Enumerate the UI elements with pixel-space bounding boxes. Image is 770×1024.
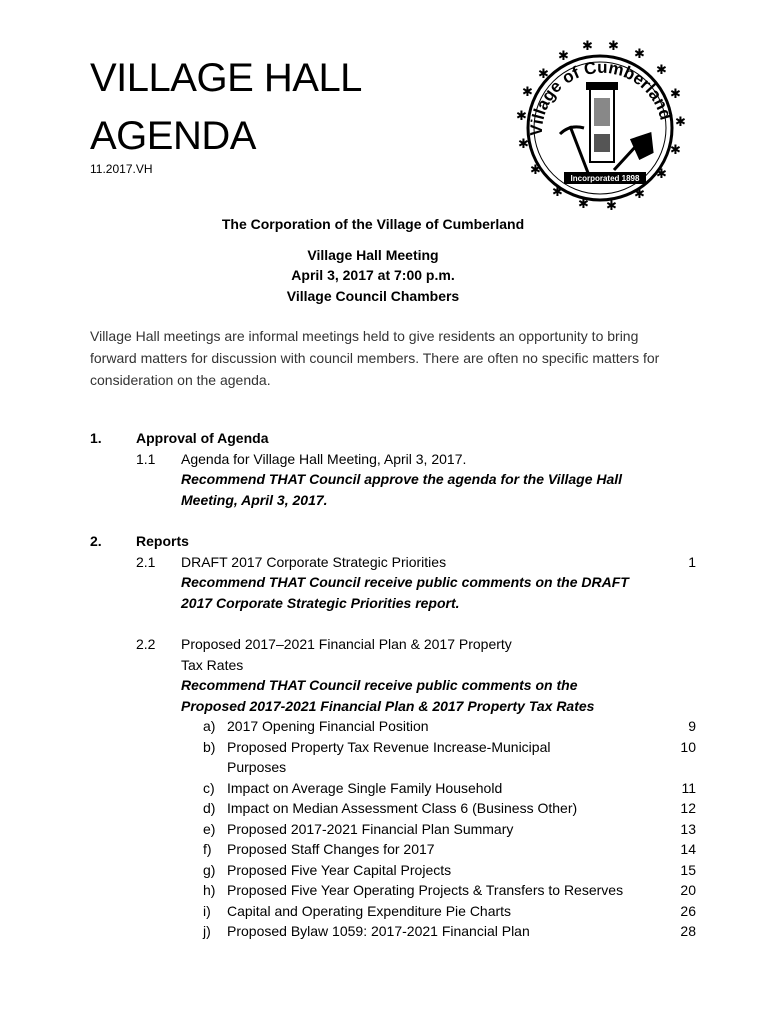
section-number: 2. xyxy=(90,533,102,549)
subitem-letter: f) xyxy=(203,841,212,857)
recommendation: Recommend THAT Council receive public comments on the xyxy=(181,677,578,693)
svg-text:✱: ✱ xyxy=(634,46,645,61)
section-title: Reports xyxy=(136,533,189,549)
subitem-letter: g) xyxy=(203,862,216,878)
item-number: 2.1 xyxy=(136,554,156,570)
recommendation: Recommend THAT Council approve the agenda for the Village Hall xyxy=(181,471,623,487)
recommendation: 2017 Corporate Strategic Priorities report. xyxy=(181,595,460,611)
svg-text:✱: ✱ xyxy=(656,62,667,77)
svg-text:✱: ✱ xyxy=(582,38,593,53)
meeting-datetime: April 3, 2017 at 7:00 p.m. xyxy=(291,267,455,283)
section-title: Approval of Agenda xyxy=(136,430,269,446)
svg-text:✱: ✱ xyxy=(530,162,541,177)
svg-text:✱: ✱ xyxy=(516,108,527,123)
svg-text:✱: ✱ xyxy=(634,186,645,201)
subitem-letter: h) xyxy=(203,882,216,898)
page-number: 14 xyxy=(680,841,696,857)
svg-text:✱: ✱ xyxy=(518,136,529,151)
subitem-text: Purposes xyxy=(227,759,287,775)
item-number: 2.2 xyxy=(136,636,156,652)
pickaxe-icon xyxy=(560,126,590,178)
page-number: 11 xyxy=(681,780,696,796)
svg-text:✱: ✱ xyxy=(538,66,549,81)
page-number: 12 xyxy=(680,800,696,816)
svg-text:✱: ✱ xyxy=(558,48,569,63)
subitem-text: Proposed Property Tax Revenue Increase-Municipal xyxy=(227,739,551,755)
intro-paragraph: Village Hall meetings are informal meetings held to give residents an opportunity to bring forward matters for discussion with council members. There are often no specific matters for consideration on the agenda. xyxy=(90,328,660,388)
item-title: Tax Rates xyxy=(181,657,244,673)
svg-text:✱: ✱ xyxy=(522,84,533,99)
item-title: Agenda for Village Hall Meeting, April 3, 2017. xyxy=(181,451,467,467)
subitem-text: Impact on Median Assessment Class 6 (Business Other) xyxy=(227,800,578,816)
subitem-letter: a) xyxy=(203,718,216,734)
seal-incorporated: Incorporated 1898 xyxy=(570,174,640,183)
svg-text:✱: ✱ xyxy=(578,196,589,211)
page-number: 28 xyxy=(680,923,696,939)
page-number: 15 xyxy=(680,862,696,878)
subitem-text: Proposed Staff Changes for 2017 xyxy=(227,841,435,857)
section-number: 1. xyxy=(90,430,102,446)
subitem-text: Capital and Operating Expenditure Pie Charts xyxy=(227,903,512,919)
shovel-icon xyxy=(614,134,652,170)
item-title: Proposed 2017–2021 Financial Plan & 2017 Property xyxy=(181,636,512,652)
recommendation: Proposed 2017-2021 Financial Plan & 2017 Property Tax Rates xyxy=(181,698,595,714)
recommendation: Meeting, April 3, 2017. xyxy=(181,492,328,508)
subitem-text: 2017 Opening Financial Position xyxy=(227,718,429,734)
subitem-text: Proposed Bylaw 1059: 2017-2021 Financial Plan xyxy=(227,923,530,939)
meeting-location: Village Council Chambers xyxy=(286,288,460,304)
subitem-letter: b) xyxy=(203,739,216,755)
item-number: 1.1 xyxy=(136,451,156,467)
subitem-text: Impact on Average Single Family Household xyxy=(227,780,503,796)
svg-text:✱: ✱ xyxy=(670,86,681,101)
subitem-letter: e) xyxy=(203,821,216,837)
page-number: 10 xyxy=(680,739,696,755)
svg-text:✱: ✱ xyxy=(675,114,686,129)
svg-text:✱: ✱ xyxy=(552,184,563,199)
village-seal-logo xyxy=(510,38,690,218)
subitem-letter: c) xyxy=(203,780,215,796)
subitem-text: Proposed 2017-2021 Financial Plan Summary xyxy=(227,821,514,837)
svg-text:✱: ✱ xyxy=(606,198,617,213)
svg-text:✱: ✱ xyxy=(608,38,619,53)
page-title-line2: AGENDA xyxy=(90,114,256,158)
recommendation: Recommend THAT Council receive public comments on the DRAFT xyxy=(181,574,629,590)
page-number: 13 xyxy=(680,821,696,837)
item-title: DRAFT 2017 Corporate Strategic Priorities xyxy=(181,554,447,570)
document-reference: 11.2017.VH xyxy=(90,162,153,176)
seal-name: Village of Cumberland xyxy=(526,57,676,137)
page-number: 1 xyxy=(688,554,696,570)
page-number: 9 xyxy=(688,718,696,734)
svg-text:✱: ✱ xyxy=(670,142,681,157)
corporation-heading: The Corporation of the Village of Cumberland xyxy=(221,216,525,232)
svg-text:✱: ✱ xyxy=(656,166,667,181)
subitem-text: Proposed Five Year Capital Projects xyxy=(227,862,452,878)
subitem-letter: j) xyxy=(203,923,211,939)
page-title-line1: VILLAGE HALL xyxy=(90,56,362,100)
meeting-type: Village Hall Meeting xyxy=(307,247,439,263)
subitem-text: Proposed Five Year Operating Projects & Transfers to Reserves xyxy=(227,882,624,898)
page-number: 20 xyxy=(680,882,696,898)
subitem-letter: d) xyxy=(203,800,216,816)
subitem-letter: i) xyxy=(203,903,211,919)
page-number: 26 xyxy=(680,903,696,919)
